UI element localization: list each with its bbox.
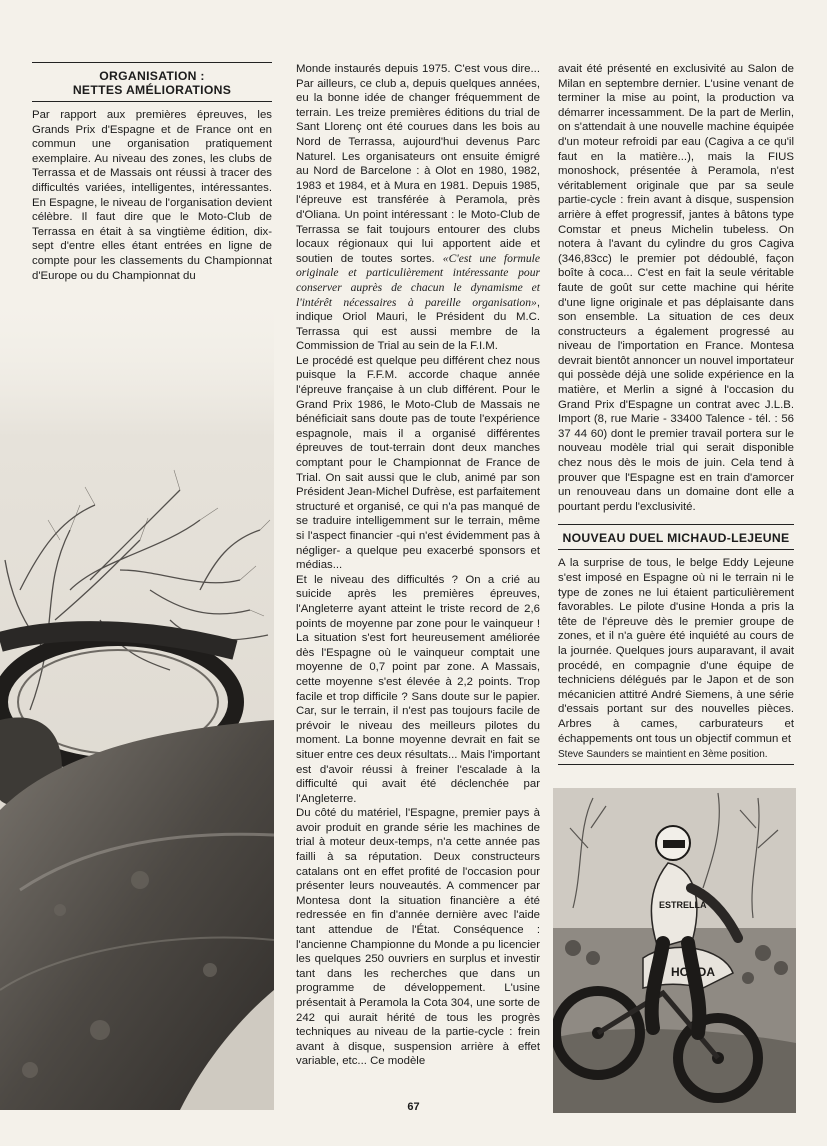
heading-line-1: ORGANISATION : bbox=[99, 69, 205, 83]
quote-oriol-mauri: «C'est une formule originale et particulièrement intéressante pour conserver auprès de chacun le dynamisme et l'intérêt nécessaires à pareille organisation» bbox=[296, 251, 540, 309]
page-number: 67 bbox=[407, 1101, 420, 1113]
paragraph-difficultes: Et le niveau des difficultés ? On a crié au suicide après les premières épreuves, l'Angleterre ayant atteint le triste record de 2,6 points de moyenne par zone pour le vainqueur ! La situation s'est fort heureusement améliorée dès l'Espagne où le vainqueur comptait une moyenne de 0,7 point par zone. A Massais, cette moyenne s'est élevée à 2,2 points. Trop facile et trop difficile ? Sans doute sur le papier. Car, sur le terrain, il n'est pas toujours facile de prévoir le niveau des meilleurs pilotes du moment. La bonne moyenne devrait en fait se situer entre ces deux résultats... Mais l'important est d'avoir réussi à freiner l'escalade à la difficulté qui avait été déclenchée par l'Angleterre. bbox=[296, 573, 541, 805]
photo-caption: Steve Saunders se maintient en 3ème position. bbox=[558, 746, 794, 765]
paragraph-merlin: avait été présenté en exclusivité au Salon de Milan en septembre dernier. L'usine venant de terminer la mise au point, la production va démarrer incessamment. De la part de Merlin, on s'attendait à une nouvelle machine équipée d'un moteur refroidi par eau (Cagiva a ce qu'il faut en la matière...), mais la FIUS monoshock, présentée à Peramola, n'est véritablement originale que par sa seule partie-cycle : frein avant à disque, suspension arrière à effet progressif, jantes à bâtons type Comstar et pneus Michelin tubeless. On notera à l'avant du cylindre du gros Cagiva (346,83cc) le premier pot dédoublé, façon boîte à coca... C'est en fait la seule véritable faute de goût sur cette machine qui hérite d'une ligne originale et pas déplaisante dans son ensemble. La situation de ces deux constructeurs a également progressé au niveau de l'importation en France. Montesa devrait bientôt annoncer un nouvel importateur qui possède déjà une solide expérience en la matière, et Merlin a signé à l'occasion du Grand Prix d'Espagne un contrat avec J.L.B. Import (8, rue Marie - 33400 Talence - tél. : 56 37 44 60) dont le premier travail portera sur le nouveau modèle trial qui serait disponible chez nous dès le mois de juin. Cela tend à prouver que l'Espagne est en train d'amorcer un renouveau dans un domaine dont elle a pourtant perdu l'exclusivité. bbox=[558, 63, 794, 513]
article-column-3 bbox=[558, 62, 794, 765]
heading-line-2: NETTES AMÉLIORATIONS bbox=[72, 83, 232, 97]
section-heading-organisation bbox=[32, 63, 272, 102]
paragraph-massais: Le procédé est quelque peu différent chez nous puisque la F.F.M. accorde chaque année l'épreuve française à un club différent. Pour le Grand Prix 1986, le Moto-Club de Massais ne bénéficiait sans doute pas de toute l'expérience espagnole, mais il a organisé différentes épreuves de tout-terrain dont deux manches comptant pour le Championnat de France de Trial. On sait aussi que le club, animé par son Président Jean-Michel Dufrèse, est parfaitement structuré et organisé, ce qui n'a pas manqué de se traduire intelligemment sur le terrain, même si l'aspect financier -qui n'est évidemment pas à négliger- a quelque peu exacerbé sponsors et médias... bbox=[296, 354, 540, 572]
paragraph-lejeune: A la surprise de tous, le belge Eddy Lejeune s'est imposé en Espagne où ni le terrain ni le type de zones ne lui étaient particulièrement favorables. Le pilote d'usine Honda a pris la tête de l'épreuve dès le premier groupe de zones, et il n'a guère été inquiété au cours de la journée. Quelques jours auparavant, il avait procédé, en compagnie d'une équipe de techniciens délégués par le Japon et de son mécanicien attitré André Siemens, à une série d'essais portant sur des nouvelles pièces. Arbres à cames, carburateurs et échappements ont tous un objectif commun et bbox=[558, 557, 794, 745]
section-heading-duel: NOUVEAU DUEL MICHAUD-LEJEUNE bbox=[558, 525, 794, 550]
paragraph-terrassa bbox=[296, 62, 540, 354]
article-column-1 bbox=[32, 62, 272, 283]
article-column-2 bbox=[296, 62, 540, 1069]
bike-sponsor-honda: HONDA bbox=[671, 965, 715, 979]
rider-jersey-estrella: ESTRELLA bbox=[659, 900, 707, 910]
paragraph-terrassa-tail: , indique Oriol Mauri, le Président du M.C. Terrassa qui est aussi membre de la Commission de Trial au sein de la F.I.M. bbox=[296, 296, 540, 353]
paragraph-organisation: Par rapport aux premières épreuves, les Grands Prix d'Espagne et de France ont en commun une organisation pratiquement exemplaire. Au niveau des zones, les clubs de Terrassa et de Massais ont réussi à tracer des difficultés variées, intelligentes, intéressantes. En Espagne, le niveau de l'organisation devient célèbre. Il faut dire que le Moto-Club de Terrassa en était à sa vingtième édition, dix-sept d'entre elles étant entrées en ligne de compte pour les classements du Championnat d'Europe ou du Championnat du bbox=[32, 109, 272, 282]
paragraph-terrassa-text: Monde instaurés depuis 1975. C'est vous dire... Par ailleurs, ce club a, depuis quelques années, eu la bonne idée de changer fréquemment de terrain. Les treize premières éditions du trial de Sant Llorenç ont été courues dans les bois au Nord de Terrassa, aujourd'hui devenus Parc Naturel. Les organisateurs ont ensuite émigré au Nord de Barcelone : à Olot en 1980, 1982, 1983 et 1984, et à Mura en 1981. Depuis 1985, l'épreuve est transférée à Peramola, près d'Oliana. Un point intéressant : le Moto-Club de Terrassa se fait toujours entourer des clubs locaux régionaux qui lui apportent aide et soutien de toutes sortes. bbox=[296, 63, 540, 265]
paragraph-materiel: Du côté du matériel, l'Espagne, premier pays à avoir produit en grande série les machines de trial à moteur deux-temps, n'a cette année pas failli à sa réputation. Deux constructeurs catalans ont en effet profité de l'occasion pour présenter leurs nouveautés. A commencer par Montesa dont la situation financière a été redressée en fin d'année dernière avec l'aide tant attendue de l'État. Conséquence : l'ancienne Championne du Monde a pu licencier les quelques 250 ouvriers en surplus et investir tant dans les recherches que dans un programme de développement. L'usine présentait à Peramola la Cota 304, une sorte de 242 qui aurait hérité de tous les progrès techniques au niveau de la partie-cycle : frein avant à disque, suspension arrière à effet variable, etc... Ce modèle bbox=[296, 807, 540, 1068]
trial-rider-photo-right bbox=[553, 788, 796, 1113]
trial-rider-photo-left bbox=[0, 290, 274, 1110]
